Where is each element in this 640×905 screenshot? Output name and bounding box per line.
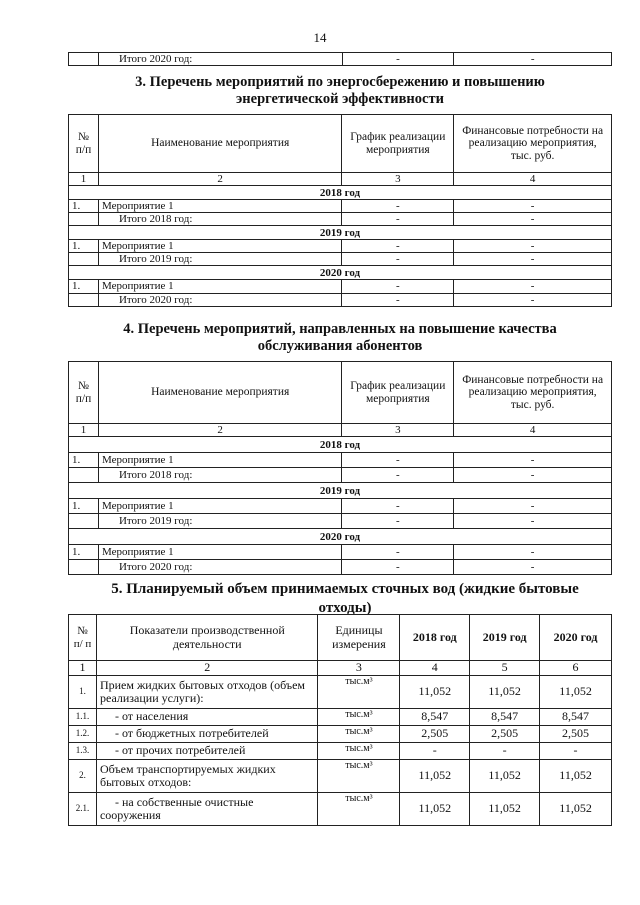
item-name: Мероприятие 1 [98,240,341,253]
row-num: 1. [69,545,99,560]
year-heading: 2020 год [69,266,612,280]
row-num: 1. [69,240,99,253]
col-number: 2 [98,173,341,186]
year-heading: 2019 год [69,483,612,499]
total-schedule: - [342,468,454,483]
section4-title-line1: 4. Перечень мероприятий, направленных на повышение качества [123,321,557,337]
item-schedule: - [342,545,454,560]
row-num: 1.2. [69,726,97,743]
item-name: Мероприятие 1 [98,499,341,514]
col-number: 4 [454,424,612,437]
year-heading: 2020 год [69,529,612,545]
empty-cell [69,468,99,483]
header-2019: 2019 год [470,615,540,661]
total-finance: - [454,53,612,66]
unit: тыс.м³ [318,709,400,726]
value-2019: 11,052 [470,793,540,826]
indicator-name: Объем транспортируемых жидких бытовых отходов: [96,760,318,793]
row-num: 1. [69,280,99,293]
year-heading: 2018 год [69,186,612,200]
empty-cell [69,53,99,66]
header-2018: 2018 год [400,615,470,661]
empty-cell [69,514,99,529]
total-label: Итого 2019 год: [98,514,341,529]
section5-table [68,614,612,826]
header-finance: Финансовые потребности на реализацию мероприятия, тыс. руб. [454,115,612,173]
total-schedule: - [342,253,454,266]
value-2020: - [540,743,612,760]
header-unit: Единицы измерения [318,615,400,661]
item-name: Мероприятие 1 [98,280,341,293]
indicator-name: - на собственные очистные сооружения [96,793,318,826]
col-number: 2 [96,661,318,676]
row-num: 1. [69,453,99,468]
item-finance: - [454,545,612,560]
value-2020: 8,547 [540,709,612,726]
item-finance: - [454,453,612,468]
section4-title-line2: обслуживания абонентов [257,338,423,354]
unit: тыс.м³ [318,743,400,760]
page-number: 14 [313,30,327,45]
indicator-name: - от бюджетных потребителей [96,726,318,743]
item-schedule: - [342,240,454,253]
value-2019: 8,547 [470,709,540,726]
row-num: 2. [69,760,97,793]
empty-cell [69,560,99,575]
row-num: 1. [69,499,99,514]
item-name: Мероприятие 1 [98,200,341,213]
item-schedule: - [342,499,454,514]
section3-title [60,74,620,108]
value-2018: 11,052 [400,760,470,793]
header-2020: 2020 год [540,615,612,661]
value-2020: 11,052 [540,676,612,709]
header-schedule: График реализации мероприятия [342,362,454,424]
col-number: 6 [540,661,612,676]
value-2020: 11,052 [540,793,612,826]
total-finance: - [454,468,612,483]
item-finance: - [454,240,612,253]
section5-title-line1: 5. Планируемый объем принимаемых сточных вод (жидкие бытовые [111,581,579,597]
header-num: № п/п [69,362,99,424]
header-indicator: Показатели производственной деятельности [96,615,318,661]
total-schedule: - [342,560,454,575]
row-num: 1. [69,200,99,213]
unit: тыс.м³ [318,726,400,743]
col-number: 3 [318,661,400,676]
value-2018: 8,547 [400,709,470,726]
value-2019: - [470,743,540,760]
total-finance: - [454,293,612,306]
total-finance: - [454,213,612,226]
item-schedule: - [342,280,454,293]
value-2019: 2,505 [470,726,540,743]
year-heading: 2019 год [69,226,612,240]
col-number: 3 [342,424,454,437]
header-finance: Финансовые потребности на реализацию мероприятия, тыс. руб. [454,362,612,424]
unit: тыс.м³ [318,760,400,793]
empty-cell [69,293,99,306]
value-2018: 2,505 [400,726,470,743]
total-label: Итого 2020 год: [98,53,342,66]
section3-title-line2: энергетической эффективности [236,91,444,107]
row-num: 1.1. [69,709,97,726]
total-label: Итого 2020 год: [98,560,341,575]
indicator-name: - от прочих потребителей [96,743,318,760]
row-num: 1.3. [69,743,97,760]
col-number: 2 [98,424,341,437]
section5-title [60,580,630,618]
total-schedule: - [342,514,454,529]
row-num: 1. [69,676,97,709]
continuation-table [68,52,612,66]
value-2018: - [400,743,470,760]
total-label: Итого 2020 год: [98,293,341,306]
value-2018: 11,052 [400,676,470,709]
empty-cell [69,213,99,226]
total-finance: - [454,253,612,266]
item-name: Мероприятие 1 [98,545,341,560]
col-number: 4 [454,173,612,186]
unit: тыс.м³ [318,676,400,709]
section3-title-line1: 3. Перечень мероприятий по энергосбережению и повышению [135,74,545,90]
col-number: 1 [69,173,99,186]
header-schedule: График реализации мероприятия [342,115,454,173]
total-finance: - [454,514,612,529]
header-num: № п/п [69,115,99,173]
total-finance: - [454,560,612,575]
item-schedule: - [342,200,454,213]
col-number: 3 [342,173,454,186]
section4-table [68,361,612,575]
col-number: 4 [400,661,470,676]
item-finance: - [454,200,612,213]
value-2020: 11,052 [540,760,612,793]
value-2019: 11,052 [470,760,540,793]
total-label: Итого 2019 год: [98,253,341,266]
total-schedule: - [342,213,454,226]
section4-title [60,321,620,355]
col-number: 1 [69,424,99,437]
item-finance: - [454,499,612,514]
row-num: 2.1. [69,793,97,826]
col-number: 5 [470,661,540,676]
header-name: Наименование мероприятия [98,115,341,173]
year-heading: 2018 год [69,437,612,453]
indicator-name: - от населения [96,709,318,726]
empty-cell [69,253,99,266]
value-2019: 11,052 [470,676,540,709]
total-schedule: - [342,293,454,306]
value-2018: 11,052 [400,793,470,826]
unit: тыс.м³ [318,793,400,826]
indicator-name: Прием жидких бытовых отходов (объем реализации услуги): [96,676,318,709]
total-label: Итого 2018 год: [98,468,341,483]
section3-table [68,114,612,307]
section5-title-line2: отходы) [318,600,372,616]
item-name: Мероприятие 1 [98,453,341,468]
header-name: Наименование мероприятия [98,362,341,424]
total-schedule: - [342,53,454,66]
item-finance: - [454,280,612,293]
col-number: 1 [69,661,97,676]
value-2020: 2,505 [540,726,612,743]
header-num: № п/ п [69,615,97,661]
item-schedule: - [342,453,454,468]
total-label: Итого 2018 год: [98,213,341,226]
